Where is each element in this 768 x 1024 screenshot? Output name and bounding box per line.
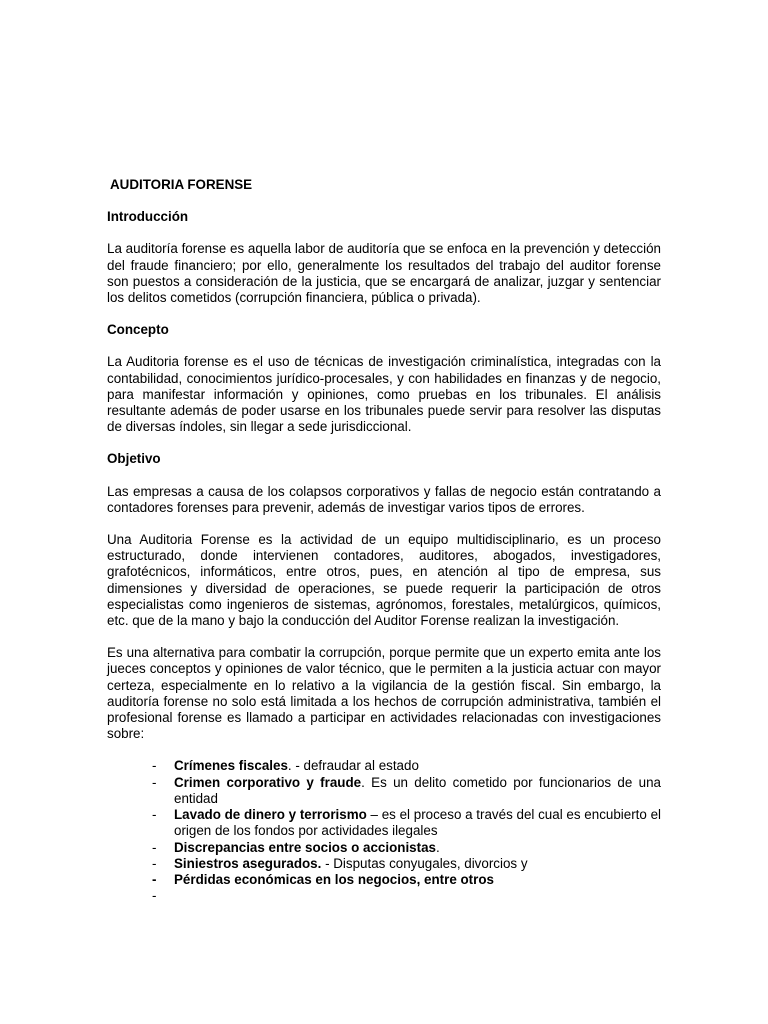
list-dash: - [152,855,157,871]
list-item-bold: Crímenes fiscales [174,758,288,774]
list-dash: - [152,774,157,790]
list-item [107,807,661,839]
list-dash: - [152,888,157,904]
document-title: AUDITORIA FORENSE [110,177,253,192]
list-item-text: . Es un delito cometido por funcionarios de una entidad [174,774,661,806]
list-dash: - [152,839,157,855]
list-item-bold: Siniestros asegurados. [174,855,322,871]
paragraph-concepto: La Auditoria forense es el uso de técnicas de investigación criminalística, integradas con la contabilidad, conocimientos jurídico-procesales, y con habilidades en finanzas y de negocio, para manifestar información y opiniones, como pruebas en los tribunales. El análisis resultante además de poder usarse en los tribunales puede servir para resolver las disputas de diversas índoles, sin llegar a sede jurisdiccional. [107,354,661,435]
list-item-bold: Crimen corporativo y fraude [174,774,362,790]
list-item-bold: Discrepancias entre socios o accionistas [174,839,436,855]
list-item-text: - Disputas conyugales, divorcios y [321,855,528,871]
list-item [107,840,661,856]
paragraph-introduccion: La auditoría forense es aquella labor de auditoría que se enfoca en la prevención y detección del fraude financiero; por ello, generalmente los resultados del trabajo del auditor forense son puestos a consideración de la justicia, que se encargará de analizar, juzgar y sentenciar los delitos cometidos (corrupción financiera, pública o privada). [107,241,661,306]
list-item [107,856,661,872]
list-item-bold: Lavado de dinero y terrorismo [174,807,367,823]
list-item-text: . - defraudar al estado [287,758,419,774]
list-item [107,775,661,807]
list-item [107,888,661,904]
list-item [107,758,661,774]
list-item-text: . [435,839,440,855]
list-dash: - [152,758,157,774]
section-heading-introduccion: Introducción [107,209,189,225]
paragraph-objetivo-1: Las empresas a causa de los colapsos corporativos y fallas de negocio están contratando a contadores forenses para prevenir, además de investigar varios tipos de errores. [107,483,661,515]
list-item-text: – es el proceso a través del cual es encubierto el origen de los fondos por actividades ilegales [174,807,661,839]
list-item-bold: Pérdidas económicas en los negocios, entre otros [174,871,494,887]
section-heading-objetivo: Objetivo [107,451,161,467]
list-item [107,872,661,888]
paragraph-objetivo-2: Una Auditoria Forense es la actividad de un equipo multidisciplinario, es un proceso estructurado, donde intervienen contadores, auditores, abogados, investigadores, grafotécnicos, informáticos, entre otros, pues, en atención al tipo de empresa, sus dimensiones y diversidad de operaciones, se puede requerir la participación de otros especialistas como ingenieros de sistemas, agrónomos, forestales, metalúrgicos, químicos, etc. que de la mano y bajo la conducción del Auditor Forense realizan la investigación. [107,532,661,629]
list-dash: - [152,871,157,887]
investigation-topics-list [107,758,661,904]
section-heading-concepto: Concepto [107,322,169,338]
paragraph-objetivo-3: Es una alternativa para combatir la corrupción, porque permite que un experto emita ante los jueces conceptos y opiniones de valor técnico, que le permiten a la justicia actuar con mayor certeza, especialmente en lo relativo a la vigilancia de la gestión fiscal. Sin embargo, la auditoría forense no solo está limitada a los hechos de corrupción administrativa, también el profesional forense es llamado a participar en actividades relacionadas con investigaciones sobre: [107,645,661,742]
document-page [107,177,661,904]
list-dash: - [152,807,157,823]
